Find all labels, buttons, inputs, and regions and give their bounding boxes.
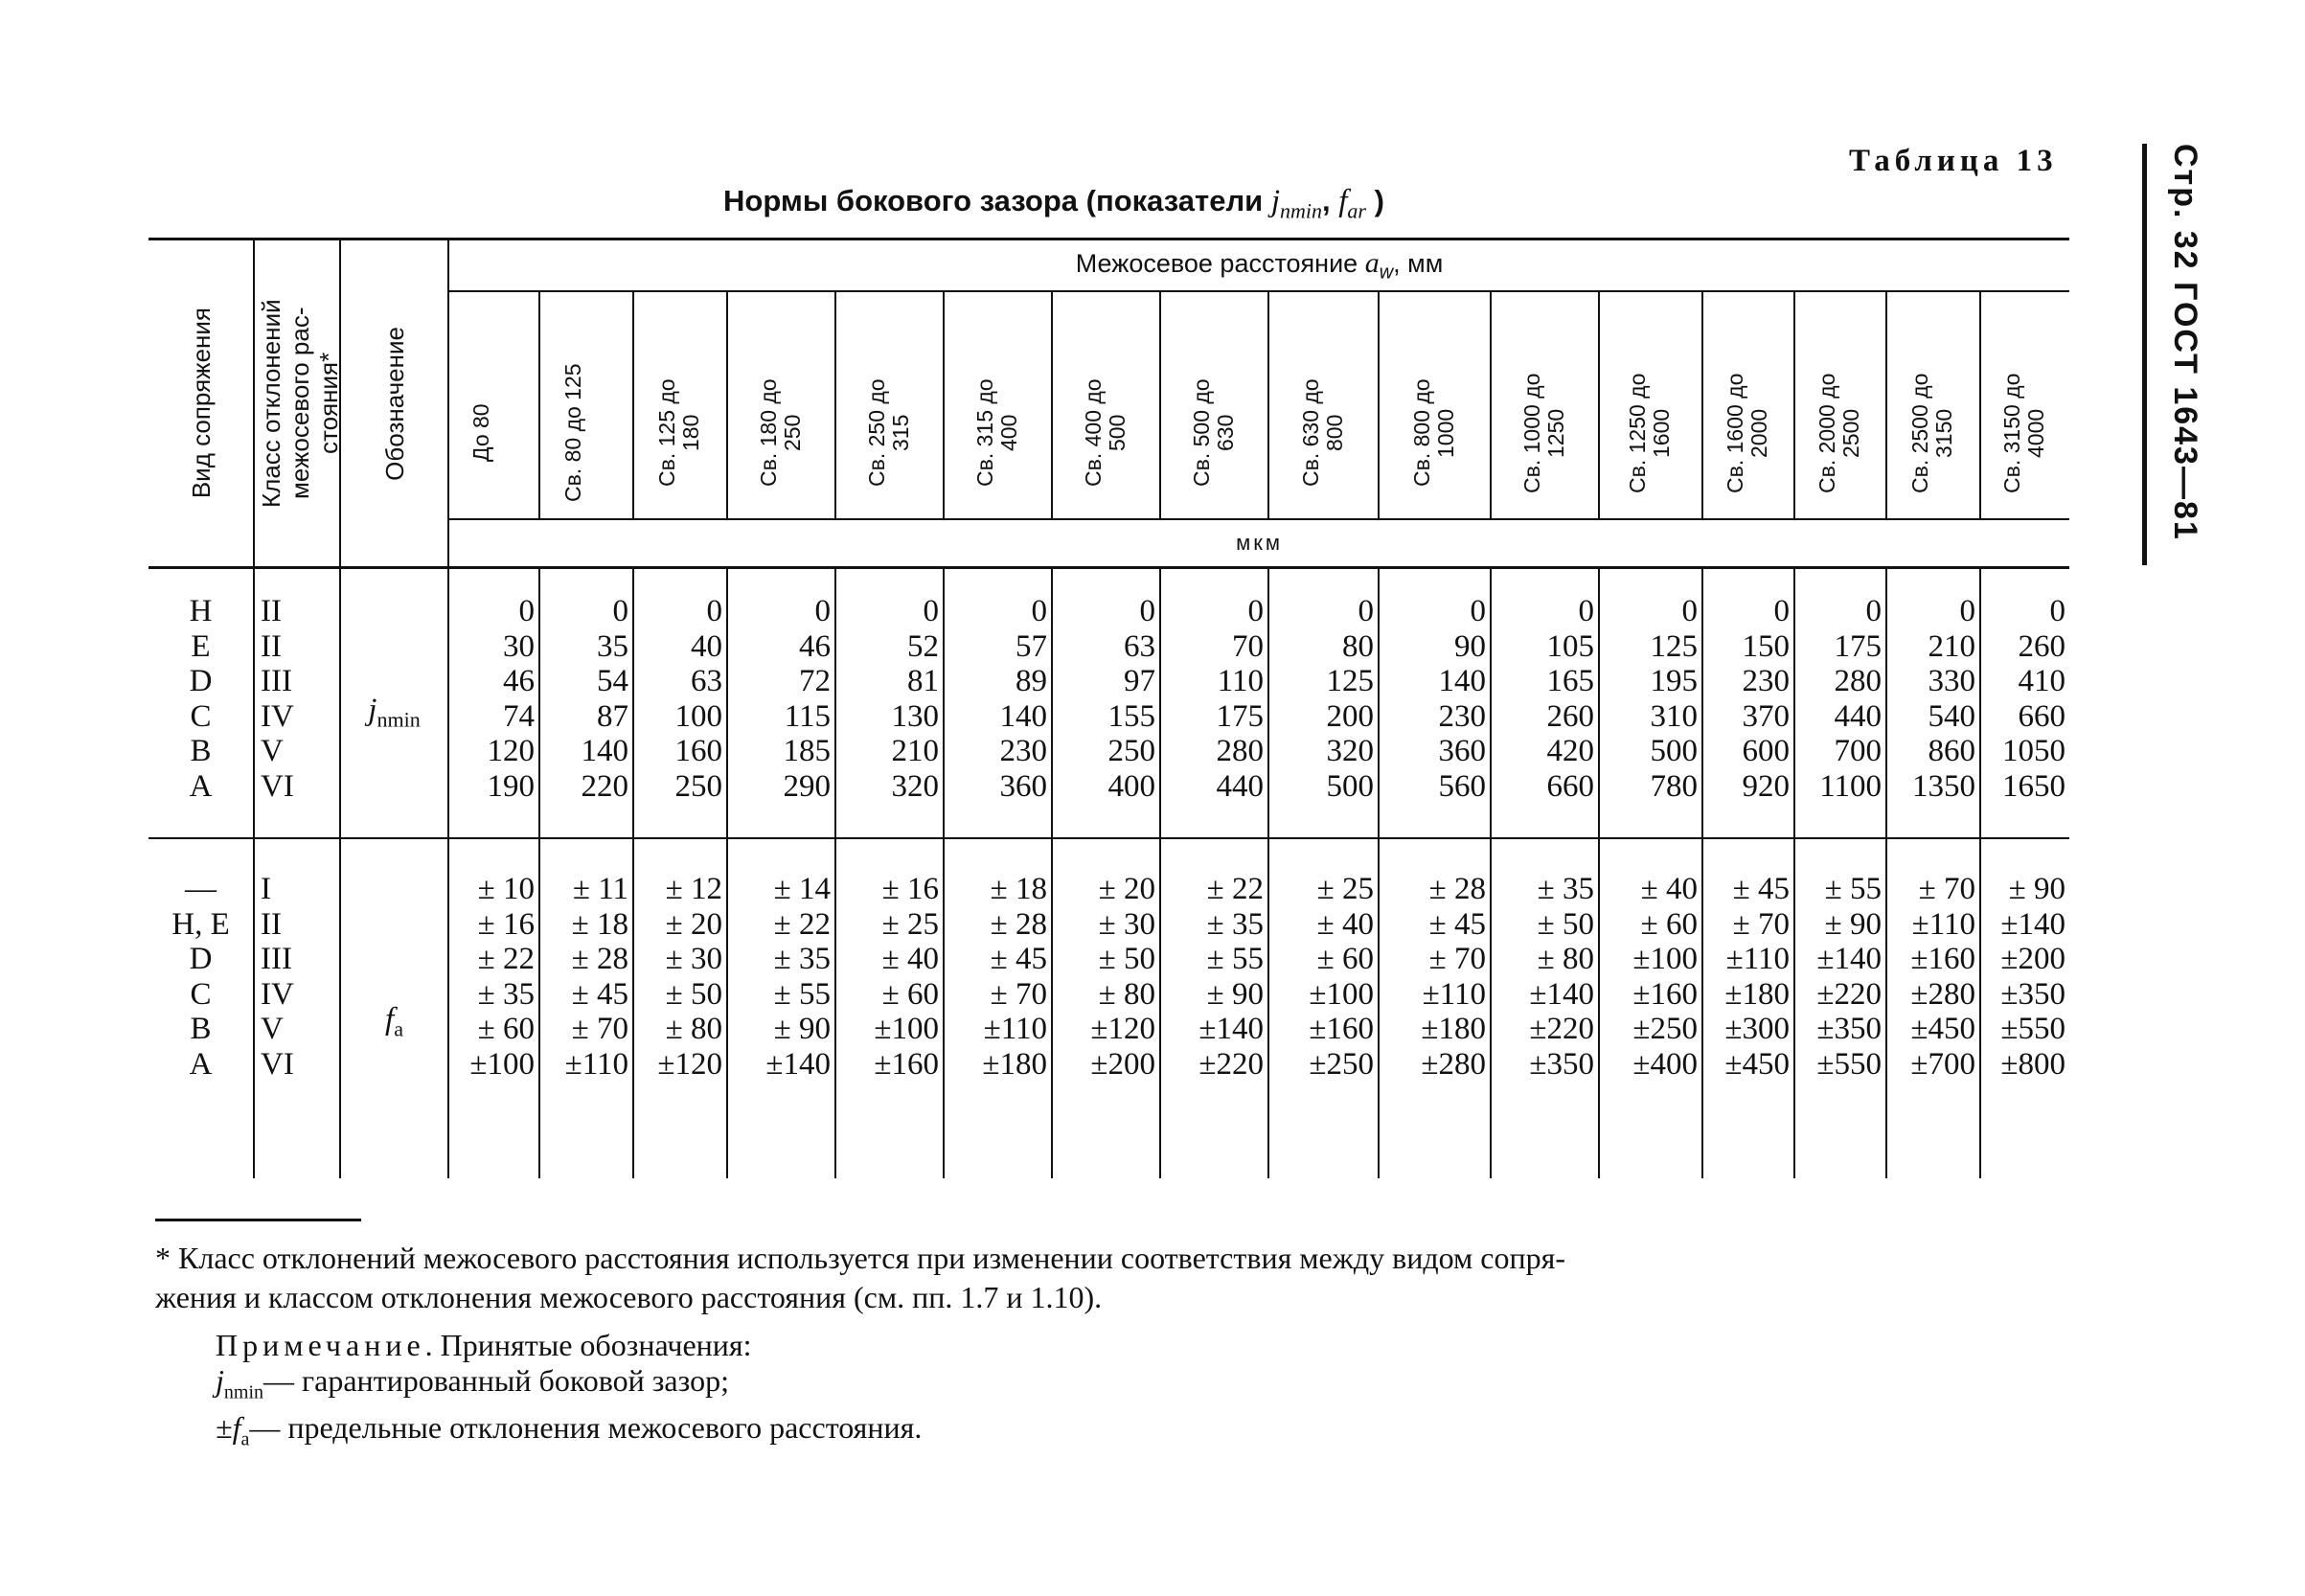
- value-cell: ± 45: [571, 976, 628, 1012]
- note-heading: Примечание. Принятые обозначения:: [216, 1328, 752, 1362]
- value-cell: ± 40: [881, 942, 939, 976]
- value-cell: 210: [891, 734, 939, 768]
- value-cell: 30: [503, 628, 535, 664]
- value-cell: 540: [1928, 698, 1975, 734]
- value-cell: 230: [1742, 664, 1790, 698]
- value-cell: 0: [1358, 594, 1374, 628]
- value-cell: 185: [783, 734, 831, 768]
- value-cell: 0: [1959, 594, 1975, 628]
- header-range-5: Св. 315 до 400: [944, 291, 1052, 519]
- value-cell: 52: [907, 628, 939, 664]
- deviation-class: III: [261, 942, 292, 976]
- value-cell: 140: [999, 698, 1047, 734]
- header-mate-type: Вид сопряжения: [148, 239, 254, 568]
- value-cell: ±180: [1724, 976, 1790, 1012]
- value-column-14: [1886, 838, 1980, 1178]
- value-cell: ±220: [1529, 1012, 1594, 1046]
- value-column-8: [1268, 838, 1379, 1178]
- value-cell: 440: [1834, 698, 1882, 734]
- value-column-9: [1379, 838, 1491, 1178]
- value-cell: 63: [1124, 628, 1155, 664]
- value-cell: 0: [923, 594, 939, 628]
- value-cell: 115: [784, 698, 831, 734]
- value-cell: 250: [1107, 734, 1155, 768]
- value-cell: ± 60: [1640, 906, 1698, 942]
- value-cell: 260: [1546, 698, 1594, 734]
- title-symbol-f: $f_{ar}$: [1338, 184, 1366, 223]
- value-cell: ±700: [1910, 1046, 1975, 1082]
- value-cell: 105: [1546, 628, 1594, 664]
- value-cell: ±350: [1816, 1012, 1882, 1046]
- title-prefix: Нормы бокового зазора (показатели: [723, 184, 1264, 217]
- header-range-8: Св. 630 до 800: [1268, 291, 1379, 519]
- value-cell: 0: [612, 594, 628, 628]
- value-cell: ± 20: [665, 906, 722, 942]
- value-cell: 57: [1016, 628, 1047, 664]
- value-cell: ±280: [1421, 1046, 1486, 1082]
- value-cell: ± 90: [2008, 872, 2066, 906]
- value-cell: 560: [1438, 768, 1486, 804]
- value-cell: 140: [581, 734, 628, 768]
- norms-table: [148, 238, 2069, 1178]
- value-cell: ±100: [1309, 976, 1374, 1012]
- value-cell: ±140: [765, 1046, 831, 1082]
- mate-type: C: [190, 698, 212, 734]
- value-cell: ± 10: [477, 872, 535, 906]
- value-cell: ±220: [1816, 976, 1882, 1012]
- mate-type-list: [148, 838, 254, 1178]
- value-cell: ± 25: [1316, 872, 1374, 906]
- value-cell: 280: [1834, 664, 1882, 698]
- value-cell: 0: [2049, 594, 2066, 628]
- footnote: [155, 1239, 2071, 1317]
- header-range-4: Св. 250 до 315: [835, 291, 944, 519]
- value-cell: ±550: [1816, 1046, 1882, 1082]
- mate-type: H: [189, 594, 213, 628]
- value-cell: 87: [597, 698, 628, 734]
- value-cell: 290: [783, 768, 831, 804]
- value-cell: 195: [1650, 664, 1698, 698]
- value-cell: ±100: [874, 1012, 939, 1046]
- value-cell: 1100: [1819, 768, 1882, 804]
- value-cell: 0: [1773, 594, 1790, 628]
- header-range-14: Св. 2500 до 3150: [1886, 291, 1980, 519]
- value-column-11: [1599, 838, 1702, 1178]
- value-cell: ±200: [2000, 942, 2066, 976]
- value-cell: ± 70: [990, 976, 1047, 1012]
- deviation-class: V: [261, 734, 284, 768]
- value-cell: ± 30: [1098, 906, 1155, 942]
- value-column-7: [1160, 568, 1268, 839]
- value-cell: 370: [1742, 698, 1790, 734]
- value-cell: 89: [1016, 664, 1047, 698]
- value-cell: ±110: [1911, 906, 1975, 942]
- value-cell: ± 70: [1918, 872, 1975, 906]
- value-column-2: [633, 568, 727, 839]
- value-cell: ± 40: [1640, 872, 1698, 906]
- value-cell: ± 28: [990, 906, 1047, 942]
- value-cell: ±250: [1309, 1046, 1374, 1082]
- value-column-9: [1379, 568, 1491, 839]
- value-cell: ± 45: [1428, 906, 1486, 942]
- value-cell: ±120: [657, 1046, 722, 1082]
- value-cell: ±180: [1421, 1012, 1486, 1046]
- value-cell: ±450: [1724, 1046, 1790, 1082]
- value-column-4: [835, 838, 944, 1178]
- value-cell: 160: [674, 734, 722, 768]
- value-cell: ±200: [1090, 1046, 1155, 1082]
- value-cell: 40: [691, 628, 722, 664]
- value-column-2: [633, 838, 727, 1178]
- value-cell: ±160: [1632, 976, 1698, 1012]
- value-cell: ±100: [1632, 942, 1698, 976]
- value-cell: ± 55: [773, 976, 831, 1012]
- value-cell: 500: [1650, 734, 1698, 768]
- header-range-7: Св. 500 до 630: [1160, 291, 1268, 519]
- value-cell: ±100: [469, 1046, 535, 1082]
- header-range-15: Св. 3150 до 4000: [1999, 373, 2049, 493]
- value-cell: ±160: [874, 1046, 939, 1082]
- value-cell: ± 80: [1537, 942, 1594, 976]
- value-cell: 0: [1865, 594, 1882, 628]
- header-range-9: Св. 800 до 1000: [1379, 291, 1491, 519]
- value-cell: ± 90: [1824, 906, 1882, 942]
- value-cell: 0: [1139, 594, 1155, 628]
- value-cell: 0: [1031, 594, 1047, 628]
- mate-type: B: [190, 734, 212, 768]
- mate-type: —: [185, 872, 217, 906]
- value-column-7: [1160, 838, 1268, 1178]
- header-designation: Обозначение: [340, 239, 448, 568]
- header-range-11: Св. 1250 до 1600: [1599, 291, 1702, 519]
- value-cell: 1650: [2002, 768, 2066, 804]
- value-cell: ± 14: [773, 872, 831, 906]
- value-cell: ± 60: [881, 976, 939, 1012]
- value-cell: 0: [1247, 594, 1264, 628]
- value-cell: ± 28: [1428, 872, 1486, 906]
- value-cell: 260: [2018, 628, 2066, 664]
- value-cell: 120: [487, 734, 535, 768]
- value-cell: 46: [503, 664, 535, 698]
- value-cell: ± 12: [665, 872, 722, 906]
- mate-type-list: [148, 568, 254, 839]
- value-column-0: [448, 568, 539, 839]
- footnote-line-1: * Класс отклонений межосевого расстояния используется при изменении соответствия между видом сопря-: [155, 1241, 1565, 1275]
- value-cell: ±140: [1816, 942, 1882, 976]
- value-cell: ±280: [1910, 976, 1975, 1012]
- value-cell: 81: [907, 664, 939, 698]
- mate-type: D: [189, 664, 213, 698]
- value-cell: ± 35: [1206, 906, 1264, 942]
- value-cell: 70: [1232, 628, 1264, 664]
- deviation-class: IV: [261, 698, 294, 734]
- value-cell: ± 22: [477, 942, 535, 976]
- note-item-fa: $\pm f_a—$ предельные отклонения межосевого расстояния.: [216, 1410, 923, 1450]
- value-cell: ± 50: [665, 976, 722, 1012]
- value-cell: 920: [1742, 768, 1790, 804]
- value-cell: ±250: [1632, 1012, 1698, 1046]
- deviation-class: VI: [261, 768, 294, 804]
- value-column-0: [448, 838, 539, 1178]
- value-cell: 500: [1326, 768, 1374, 804]
- footnote-rule: [155, 1219, 361, 1221]
- value-cell: 660: [1546, 768, 1594, 804]
- header-range-3: Св. 180 до 250: [727, 291, 835, 519]
- value-cell: 600: [1742, 734, 1790, 768]
- value-cell: ±300: [1724, 1012, 1790, 1046]
- header-center-distance: Межосевое расстояние $a_w$, мм: [448, 239, 2069, 292]
- deviation-class: III: [261, 664, 292, 698]
- value-cell: ± 40: [1316, 906, 1374, 942]
- mate-type: C: [190, 976, 212, 1012]
- value-cell: 100: [674, 698, 722, 734]
- header-range-1: Св. 80 до 125: [539, 291, 633, 519]
- header-range-0: До 80: [448, 291, 539, 519]
- value-cell: ±180: [982, 1046, 1047, 1082]
- value-cell: 1350: [1912, 768, 1975, 804]
- value-column-10: [1491, 838, 1599, 1178]
- footnote-line-2: жения и классом отклонения межосевого расстояния (см. пп. 1.7 и 1.10).: [155, 1280, 1103, 1314]
- value-cell: ±160: [1309, 1012, 1374, 1046]
- value-cell: 320: [1326, 734, 1374, 768]
- deviation-class: VI: [261, 1046, 294, 1082]
- value-cell: ±350: [2000, 976, 2066, 1012]
- value-cell: ± 22: [1206, 872, 1264, 906]
- value-cell: 0: [814, 594, 831, 628]
- value-cell: ± 60: [1316, 942, 1374, 976]
- value-cell: ±110: [1725, 942, 1790, 976]
- value-cell: ± 11: [572, 872, 628, 906]
- value-cell: 46: [799, 628, 831, 664]
- value-cell: 280: [1216, 734, 1264, 768]
- value-cell: 860: [1928, 734, 1975, 768]
- value-cell: ±550: [2000, 1012, 2066, 1046]
- value-cell: ± 55: [1824, 872, 1882, 906]
- value-cell: 130: [891, 698, 939, 734]
- value-cell: 660: [2018, 698, 2066, 734]
- value-cell: 175: [1834, 628, 1882, 664]
- class-list: [254, 568, 340, 839]
- value-cell: ± 35: [477, 976, 535, 1012]
- value-cell: ± 20: [1098, 872, 1155, 906]
- value-column-15: [1980, 838, 2069, 1178]
- note-item-jnmin: $j_{nmin}—$ гарантированный боковой зазор;: [216, 1363, 729, 1403]
- value-cell: 72: [799, 664, 831, 698]
- value-cell: ± 30: [665, 942, 722, 976]
- value-cell: 210: [1928, 628, 1975, 664]
- mate-type: A: [189, 768, 213, 804]
- value-cell: 1050: [2002, 734, 2066, 768]
- designation-symbol: $j_{nmin}$: [340, 568, 448, 839]
- value-column-6: [1052, 568, 1160, 839]
- value-cell: ± 45: [990, 942, 1047, 976]
- title-suffix: ): [1374, 184, 1384, 217]
- value-cell: 90: [1454, 628, 1486, 664]
- value-cell: 140: [1438, 664, 1486, 698]
- value-cell: ±110: [564, 1046, 628, 1082]
- value-column-6: [1052, 838, 1160, 1178]
- mate-type: H, E: [171, 906, 230, 942]
- value-column-10: [1491, 568, 1599, 839]
- value-cell: ±120: [1090, 1012, 1155, 1046]
- header-range-12: Св. 1600 до 2000: [1702, 291, 1794, 519]
- value-cell: 0: [518, 594, 535, 628]
- page-sidebar-label: Стр. 32 ГОСТ 1643—81: [2167, 144, 2203, 541]
- value-cell: 80: [1342, 628, 1374, 664]
- value-cell: 230: [1438, 698, 1486, 734]
- value-cell: 410: [2018, 664, 2066, 698]
- value-cell: 155: [1107, 698, 1155, 734]
- table-title: [0, 184, 2108, 224]
- value-cell: ± 70: [571, 1012, 628, 1046]
- value-cell: ±800: [2000, 1046, 2066, 1082]
- sidebar-rule: [2142, 144, 2147, 565]
- value-cell: 700: [1834, 734, 1882, 768]
- value-cell: ± 35: [773, 942, 831, 976]
- class-list: [254, 838, 340, 1178]
- table-number: Таблица 13: [1849, 144, 2058, 178]
- value-cell: ± 28: [571, 942, 628, 976]
- value-cell: 175: [1216, 698, 1264, 734]
- value-cell: 74: [503, 698, 535, 734]
- value-cell: ± 60: [477, 1012, 535, 1046]
- value-cell: 0: [706, 594, 722, 628]
- value-cell: ±110: [983, 1012, 1047, 1046]
- value-cell: 63: [691, 664, 722, 698]
- value-cell: 200: [1326, 698, 1374, 734]
- value-column-11: [1599, 568, 1702, 839]
- value-cell: ±350: [1529, 1046, 1594, 1082]
- value-cell: ±220: [1198, 1046, 1264, 1082]
- value-column-14: [1886, 568, 1980, 839]
- mate-type: B: [190, 1012, 212, 1046]
- header-range-10: Св. 1000 до 1250: [1491, 291, 1599, 519]
- value-cell: 150: [1742, 628, 1790, 664]
- value-cell: 420: [1546, 734, 1594, 768]
- header-deviation-class: Класс отклонений межосевого рас- стояния*: [254, 239, 340, 568]
- value-cell: ±110: [1422, 976, 1486, 1012]
- deviation-class: IV: [261, 976, 294, 1012]
- value-cell: ± 70: [1428, 942, 1486, 976]
- value-cell: ±140: [1529, 976, 1594, 1012]
- value-cell: ±450: [1910, 1012, 1975, 1046]
- value-cell: 190: [487, 768, 535, 804]
- deviation-class: II: [261, 594, 282, 628]
- value-cell: ± 18: [571, 906, 628, 942]
- value-cell: 0: [1470, 594, 1486, 628]
- value-cell: 310: [1650, 698, 1698, 734]
- value-cell: 110: [1217, 664, 1264, 698]
- mate-type: A: [189, 1046, 213, 1082]
- value-cell: ±140: [1198, 1012, 1264, 1046]
- value-cell: ±160: [1910, 942, 1975, 976]
- designation-symbol: $f_a$: [340, 838, 448, 1178]
- header-unit: мкм: [448, 519, 2069, 568]
- value-cell: ± 80: [665, 1012, 722, 1046]
- value-cell: ± 90: [1206, 976, 1264, 1012]
- value-cell: ± 22: [773, 906, 831, 942]
- value-cell: 360: [1438, 734, 1486, 768]
- mate-type: E: [191, 628, 211, 664]
- value-cell: ± 18: [990, 872, 1047, 906]
- value-column-1: [539, 568, 633, 839]
- value-cell: 35: [597, 628, 628, 664]
- value-cell: 54: [597, 664, 628, 698]
- value-cell: ± 55: [1206, 942, 1264, 976]
- note: [216, 1328, 922, 1458]
- mate-type: D: [189, 942, 213, 976]
- value-cell: ± 70: [1732, 906, 1790, 942]
- value-cell: 360: [999, 768, 1047, 804]
- title-separator: ,: [1322, 184, 1331, 217]
- value-cell: 330: [1928, 664, 1975, 698]
- value-cell: 320: [891, 768, 939, 804]
- value-column-13: [1794, 568, 1886, 839]
- value-cell: ± 35: [1537, 872, 1594, 906]
- value-column-5: [944, 568, 1052, 839]
- value-cell: ± 25: [881, 906, 939, 942]
- header-range-13: Св. 2000 до 2500: [1794, 291, 1886, 519]
- value-column-12: [1702, 568, 1794, 839]
- value-column-4: [835, 568, 944, 839]
- value-column-8: [1268, 568, 1379, 839]
- value-cell: ± 80: [1098, 976, 1155, 1012]
- value-cell: 0: [1681, 594, 1698, 628]
- header-range-2: Св. 125 до 180: [633, 291, 727, 519]
- header-range-6: Св. 400 до 500: [1052, 291, 1160, 519]
- value-cell: 780: [1650, 768, 1698, 804]
- value-cell: 250: [674, 768, 722, 804]
- value-cell: ± 16: [477, 906, 535, 942]
- value-column-3: [727, 838, 835, 1178]
- value-cell: ±140: [2000, 906, 2066, 942]
- value-cell: ± 50: [1098, 942, 1155, 976]
- value-cell: 400: [1107, 768, 1155, 804]
- deviation-class: II: [261, 906, 282, 942]
- value-cell: 0: [1578, 594, 1594, 628]
- value-column-13: [1794, 838, 1886, 1178]
- value-cell: 220: [581, 768, 628, 804]
- value-cell: ± 50: [1537, 906, 1594, 942]
- value-column-5: [944, 838, 1052, 1178]
- value-column-3: [727, 568, 835, 839]
- value-cell: 97: [1124, 664, 1155, 698]
- value-cell: ± 16: [881, 872, 939, 906]
- value-cell: ±400: [1632, 1046, 1698, 1082]
- value-column-15: [1980, 568, 2069, 839]
- deviation-class: II: [261, 628, 282, 664]
- deviation-class: V: [261, 1012, 284, 1046]
- value-cell: 165: [1546, 664, 1594, 698]
- value-cell: 125: [1326, 664, 1374, 698]
- title-symbol-j: $j_{nmin}$: [1270, 184, 1322, 223]
- value-cell: 230: [999, 734, 1047, 768]
- value-cell: 440: [1216, 768, 1264, 804]
- deviation-class: I: [261, 872, 271, 906]
- value-cell: ± 45: [1732, 872, 1790, 906]
- value-cell: ± 90: [773, 1012, 831, 1046]
- value-cell: 125: [1650, 628, 1698, 664]
- value-column-1: [539, 838, 633, 1178]
- value-column-12: [1702, 838, 1794, 1178]
